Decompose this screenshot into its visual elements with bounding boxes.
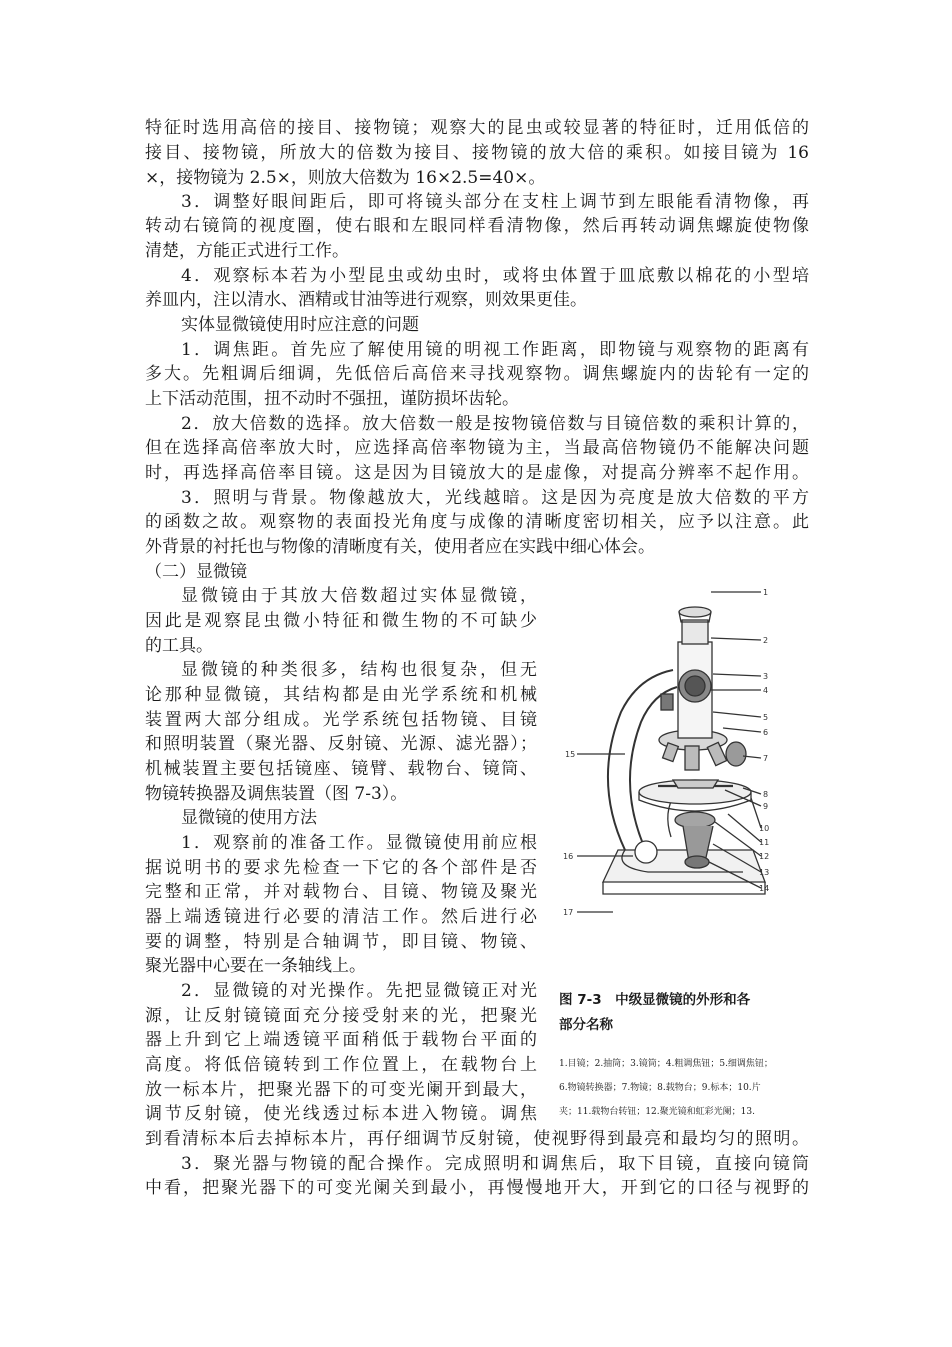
text-line: 3．照明与背景。物像越放大，光线越暗。这是因为亮度是放大倍数的平方 [181, 488, 809, 508]
callout-label: 15 [565, 750, 576, 759]
text-line: 接目、接物镜，所放大的倍数为接目、接物镜的放大倍的乘积。如接目镜为 16 [145, 143, 809, 163]
text-line: 机械装置主要包括镜座、镜臂、载物台、镜筒、 [145, 759, 537, 779]
text-line: 的工具。 [145, 636, 213, 656]
section-heading: 实体显微镜使用时应注意的问题 [181, 315, 419, 335]
text-line: 多大。先粗调后细调，先低倍后高倍来寻找观察物。调焦螺旋内的齿轮有一定的 [145, 364, 809, 384]
callout-label: 16 [563, 852, 574, 861]
callout-label: 10 [759, 824, 770, 833]
text-line: 调节反射镜，使光线透过标本进入物镜。调焦 [145, 1104, 537, 1124]
figure-legend: 1.目镜；2.抽筒；3.镜筒；4.粗调焦钮；5.细调焦钮； [559, 1059, 773, 1069]
figure-caption: 图 7-3 中级显微镜的外形和各 [559, 992, 751, 1008]
callout-label: 12 [759, 852, 770, 861]
text-line: 聚光器中心要在一条轴线上。 [145, 956, 366, 976]
microscope-figure [553, 582, 815, 942]
text-line: 3．聚光器与物镜的配合操作。完成照明和调焦后，取下目镜，直接向镜筒 [181, 1154, 809, 1174]
text-line: 上下活动范围，扭不动时不强扭，谨防损坏齿轮。 [145, 389, 519, 409]
text-line: 特征时选用高倍的接目、接物镜；观察大的昆虫或较显著的特征时，迁用低倍的 [145, 118, 809, 138]
figure-caption: 部分名称 [559, 1017, 613, 1033]
callout-label: 4 [763, 686, 769, 695]
callout-label: 8 [763, 790, 769, 799]
callout-label: 7 [763, 754, 769, 763]
text-line: 器上升到它上端透镜平面稍低于载物台平面的 [145, 1030, 537, 1050]
text-line: 到看清标本后去掉标本片，再仔细调节反射镜，使视野得到最亮和最均匀的照明。 [145, 1129, 809, 1149]
text-line: 物镜转换器及调焦装置（图 7-3）。 [145, 784, 408, 804]
section-heading: 显微镜的使用方法 [181, 808, 317, 828]
text-line: 但在选择高倍率放大时，应选择高倍率物镜为主，当最高倍物镜仍不能解决问题 [145, 438, 809, 458]
text-line: 3．调整好眼间距后，即可将镜头部分在支柱上调节到左眼能看清物像，再 [181, 192, 809, 212]
text-line: 2．放大倍数的选择。放大倍数一般是按物镜倍数与目镜倍数的乘积计算的， [181, 414, 809, 434]
figure-legend: 夹；11.载物台转钮；12.聚光镜和虹彩光阑；13. [559, 1107, 755, 1117]
callout-label: 9 [763, 802, 769, 811]
callout-label: 2 [763, 636, 769, 645]
text-line: 放一标本片，把聚光器下的可变光阑开到最大， [145, 1080, 537, 1100]
text-line: 论那种显微镜，其结构都是由光学系统和机械 [145, 685, 537, 705]
text-line: 装置两大部分组成。光学系统包括物镜、目镜 [145, 710, 537, 730]
text-line: 高度。将低倍镜转到工作位置上，在载物台上 [145, 1055, 537, 1075]
text-line: 4．观察标本若为小型昆虫或幼虫时，或将虫体置于皿底敷以棉花的小型培 [181, 266, 809, 286]
text-line: 外背景的衬托也与物像的清晰度有关，使用者应在实践中细心体会。 [145, 537, 655, 557]
text-line: 1．观察前的准备工作。显微镜使用前应根 [181, 833, 537, 853]
callout-label: 13 [759, 868, 770, 877]
text-line: 因此是观察昆虫微小特征和微生物的不可缺少 [145, 611, 537, 631]
text-line: 完整和正常，并对载物台、目镜、物镜及聚光 [145, 882, 537, 902]
text-line: 的函数之故。观察物的表面投光角度与成像的清晰度密切相关，应予以注意。此 [145, 512, 809, 532]
text-line: 转动右镜筒的视度圈，使右眼和左眼同样看清物像，然后再转动调焦螺旋使物像 [145, 216, 809, 236]
text-line: 器上端透镜进行必要的清洁工作。然后进行必 [145, 907, 537, 927]
text-line: 清楚，方能正式进行工作。 [145, 241, 349, 261]
callout-label: 3 [763, 672, 769, 681]
callout-label: 6 [763, 728, 769, 737]
text-line: 显微镜的种类很多，结构也很复杂，但无 [181, 660, 537, 680]
text-line: 显微镜由于其放大倍数超过实体显微镜， [181, 586, 537, 606]
text-line: 要的调整，特别是合轴调节，即目镜、物镜、 [145, 932, 537, 952]
callout-label: 14 [759, 884, 770, 893]
text-line: 时，再选择高倍率目镜。这是因为目镜放大的是虚像，对提高分辨率不起作用。 [145, 463, 809, 483]
text-line: 2．显微镜的对光操作。先把显微镜正对光 [181, 981, 537, 1001]
text-line: 据说明书的要求先检查一下它的各个部件是否 [145, 858, 537, 878]
figure-legend: 6.物镜转换器；7.物镜；8.载物台；9.标本；10.片 [559, 1083, 761, 1093]
callout-label: 17 [563, 908, 574, 917]
text-line: 和照明装置（聚光器、反射镜、光源、滤光器）； [145, 734, 537, 754]
callout-label: 1 [763, 588, 769, 597]
text-line: 中看，把聚光器下的可变光阑关到最小，再慢慢地开大，开到它的口径与视野的 [145, 1178, 809, 1198]
text-line: ×，接物镜为 2.5×，则放大倍数为 16×2.5=40×。 [145, 168, 546, 188]
section-heading: （二）显微镜 [145, 562, 247, 582]
callout-label: 5 [763, 713, 769, 722]
callout-label: 11 [759, 838, 770, 847]
text-line: 源，让反射镜镜面充分接受射来的光，把聚光 [145, 1006, 537, 1026]
text-line: 1．调焦距。首先应了解使用镜的明视工作距离，即物镜与观察物的距离有 [181, 340, 809, 360]
text-line: 养皿内，注以清水、酒精或甘油等进行观察，则效果更佳。 [145, 290, 587, 310]
microscope-drawing-icon [553, 582, 815, 942]
